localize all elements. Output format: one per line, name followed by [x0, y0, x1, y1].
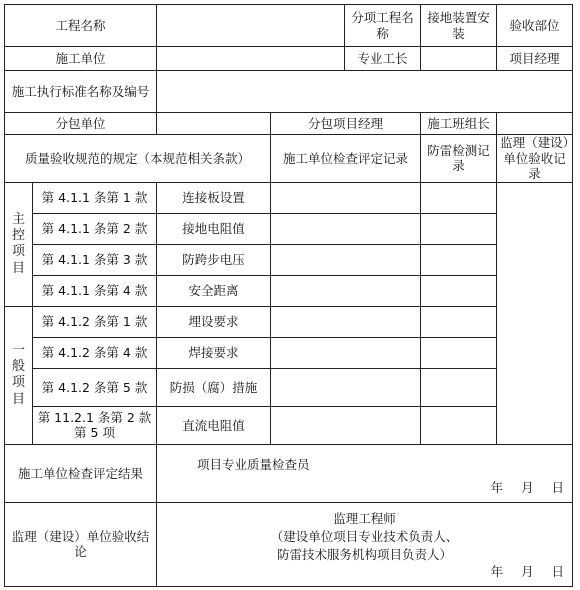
project-name-label: 工程名称: [5, 5, 157, 47]
main-item-name: 接地电阻值: [157, 213, 271, 244]
general-item-lightning-record[interactable]: [421, 406, 497, 444]
general-items-group-label: 一 般 项 目: [5, 306, 33, 444]
lightning-test-header: 防雷检测记录: [421, 135, 497, 183]
general-item-clause: 第 4.1.2 条第 4 款: [33, 337, 157, 368]
general-item-lightning-record[interactable]: [421, 306, 497, 337]
subcontract-unit-label: 分包单位: [5, 113, 157, 135]
main-item-clause: 第 4.1.1 条第 4 款: [33, 275, 157, 306]
standard-label: 施工执行标准名称及编号: [5, 71, 157, 113]
project-manager-label: 项目经理: [497, 47, 573, 71]
team-leader-value[interactable]: [497, 113, 573, 135]
general-item-name: 焊接要求: [157, 337, 271, 368]
supervision-record-cell[interactable]: [497, 182, 573, 444]
supervision-header: 监理（建设）单位验收记录: [497, 135, 573, 183]
main-item-lightning-record[interactable]: [421, 244, 497, 275]
construction-result-cell[interactable]: [157, 444, 573, 502]
engineer-note-line1: （建设单位项目专业技术负责人、: [270, 528, 459, 544]
general-item-lightning-record[interactable]: [421, 337, 497, 368]
main-item-construction-record[interactable]: [271, 244, 421, 275]
engineer-note-line2: 防雷技术服务机构项目负责人）: [277, 546, 453, 562]
main-items-group-label: 主 控 项 目: [5, 182, 33, 306]
sub-project-label: 分项工程名称: [345, 5, 421, 47]
general-item-construction-record[interactable]: [271, 306, 421, 337]
conclusion-date-label: 年 月 日: [490, 564, 565, 580]
main-item-clause: 第 4.1.1 条第 1 款: [33, 182, 157, 213]
general-item-construction-record[interactable]: [271, 337, 421, 368]
general-item-name: 直流电阻值: [157, 406, 271, 444]
main-item-name: 安全距离: [157, 275, 271, 306]
team-leader-label: 施工班组长: [421, 113, 497, 135]
main-item-name: 防跨步电压: [157, 244, 271, 275]
construction-unit-label: 施工单位: [5, 47, 157, 71]
main-item-clause: 第 4.1.1 条第 2 款: [33, 213, 157, 244]
construction-result-label: 施工单位检查评定结果: [5, 444, 157, 502]
subcontract-manager-label: 分包项目经理: [271, 113, 421, 135]
construction-unit-value[interactable]: [157, 47, 345, 71]
main-item-lightning-record[interactable]: [421, 182, 497, 213]
grounding-device-label: 接地装置安装: [421, 5, 497, 47]
acceptance-part-label: 验收部位: [497, 5, 573, 47]
general-item-construction-record[interactable]: [271, 406, 421, 444]
foreman-label: 专业工长: [345, 47, 421, 71]
project-name-value[interactable]: [157, 5, 345, 47]
construction-check-header: 施工单位检查评定记录: [271, 135, 421, 183]
supervision-conclusion-cell[interactable]: [157, 502, 573, 586]
general-item-clause: 第 4.1.2 条第 5 款: [33, 368, 157, 406]
result-date-label: 年 月 日: [490, 480, 565, 496]
main-item-construction-record[interactable]: [271, 275, 421, 306]
general-item-lightning-record[interactable]: [421, 368, 497, 406]
general-item-name: 防损（腐）措施: [157, 368, 271, 406]
main-item-name: 连接板设置: [157, 182, 271, 213]
foreman-value[interactable]: [421, 47, 497, 71]
general-item-construction-record[interactable]: [271, 368, 421, 406]
general-item-clause: 第 4.1.2 条第 1 款: [33, 306, 157, 337]
main-item-construction-record[interactable]: [271, 213, 421, 244]
general-item-name: 埋设要求: [157, 306, 271, 337]
main-item-construction-record[interactable]: [271, 182, 421, 213]
main-item-lightning-record[interactable]: [421, 213, 497, 244]
acceptance-record-table: [4, 4, 573, 587]
main-item-lightning-record[interactable]: [421, 275, 497, 306]
inspector-label: 项目专业质量检查员: [197, 456, 310, 472]
engineer-label: 监理工程师: [333, 510, 396, 526]
subcontract-unit-value[interactable]: [157, 113, 271, 135]
spec-column-header: 质量验收规范的规定（本规范相关条款）: [5, 135, 271, 183]
general-item-clause: 第 11.2.1 条第 2 款第 5 项: [33, 406, 157, 444]
standard-value[interactable]: [157, 71, 573, 113]
supervision-conclusion-label: 监理（建设）单位验收结论: [5, 502, 157, 586]
main-item-clause: 第 4.1.1 条第 3 款: [33, 244, 157, 275]
